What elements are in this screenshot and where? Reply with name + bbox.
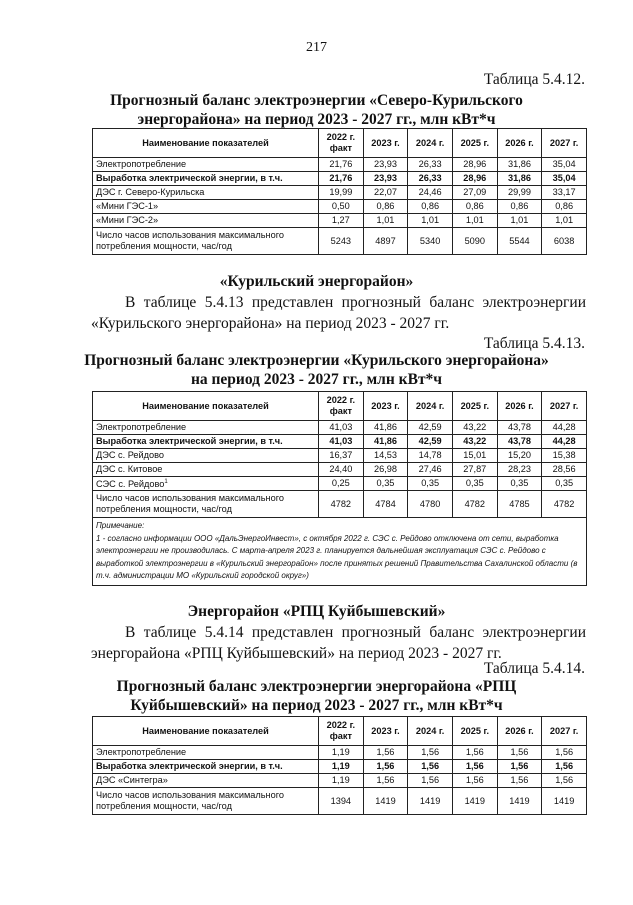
cell: 4780 — [408, 491, 453, 518]
column-header: 2025 г. — [452, 717, 497, 746]
column-header: 2025 г. — [452, 129, 497, 158]
cell: 26,33 — [408, 158, 453, 172]
row-label: Выработка электрической энергии, в т.ч. — [93, 172, 319, 186]
cell: 0,50 — [319, 200, 364, 214]
table2-caption: Таблица 5.4.13. — [483, 335, 585, 352]
row-label: ДЭС с. Китовое — [93, 463, 319, 477]
cell: 1419 — [497, 788, 542, 815]
table-row — [93, 228, 587, 255]
cell: 1,56 — [542, 774, 587, 788]
cell: 5243 — [319, 228, 364, 255]
section-heading: «Курильский энергорайон» — [219, 273, 414, 290]
cell: 1419 — [408, 788, 453, 815]
cell: 5544 — [497, 228, 542, 255]
cell: 29,99 — [497, 186, 542, 200]
column-header: 2025 г. — [452, 392, 497, 421]
cell: 1,56 — [452, 760, 497, 774]
table2 — [92, 391, 587, 586]
table-row — [93, 200, 587, 214]
cell: 1,01 — [542, 214, 587, 228]
table-row — [93, 760, 587, 774]
cell: 21,76 — [319, 172, 364, 186]
table-row — [93, 158, 587, 172]
cell: 15,01 — [452, 449, 497, 463]
table-row — [93, 774, 587, 788]
cell: 26,98 — [363, 463, 408, 477]
cell: 0,35 — [452, 477, 497, 491]
cell: 1,01 — [408, 214, 453, 228]
table-note-row — [93, 518, 587, 586]
table-row — [93, 463, 587, 477]
cell: 1,56 — [363, 746, 408, 760]
row-label: ДЭС г. Северо-Курильска — [93, 186, 319, 200]
row-label: Выработка электрической энергии, в т.ч. — [93, 435, 319, 449]
column-header: 2026 г. — [497, 392, 542, 421]
column-header: 2026 г. — [497, 129, 542, 158]
cell: 0,86 — [452, 200, 497, 214]
cell: 41,86 — [363, 421, 408, 435]
cell: 4784 — [363, 491, 408, 518]
column-header: 2027 г. — [542, 129, 587, 158]
column-header: 2023 г. — [363, 392, 408, 421]
table-row — [93, 788, 587, 815]
cell: 28,96 — [452, 172, 497, 186]
cell: 1,56 — [497, 774, 542, 788]
cell: 0,35 — [363, 477, 408, 491]
cell: 1,56 — [452, 774, 497, 788]
cell: 33,17 — [542, 186, 587, 200]
column-header: Наименование показателей — [93, 392, 319, 421]
cell: 19,99 — [319, 186, 364, 200]
cell: 28,96 — [452, 158, 497, 172]
cell: 1,01 — [497, 214, 542, 228]
cell: 23,93 — [363, 158, 408, 172]
cell: 0,35 — [542, 477, 587, 491]
row-label: ДЭС с. Рейдово — [93, 449, 319, 463]
column-header: 2023 г. — [363, 717, 408, 746]
row-label: Число часов использования максимального потребления мощности, час/год — [93, 788, 319, 815]
cell: 4897 — [363, 228, 408, 255]
cell: 24,40 — [319, 463, 364, 477]
row-label: Число часов использования максимального потребления мощности, час/год — [93, 491, 319, 518]
cell: 35,04 — [542, 172, 587, 186]
cell: 4782 — [452, 491, 497, 518]
cell: 41,03 — [319, 435, 364, 449]
cell: 28,23 — [497, 463, 542, 477]
cell: 4785 — [497, 491, 542, 518]
cell: 1,27 — [319, 214, 364, 228]
column-header: Наименование показателей — [93, 717, 319, 746]
column-header: 2026 г. — [497, 717, 542, 746]
cell: 27,87 — [452, 463, 497, 477]
cell: 1419 — [452, 788, 497, 815]
table3 — [92, 716, 587, 815]
cell: 14,78 — [408, 449, 453, 463]
cell: 43,22 — [452, 421, 497, 435]
row-label: Электропотребление — [93, 746, 319, 760]
cell: 1,56 — [497, 760, 542, 774]
table-row — [93, 491, 587, 518]
row-label: Выработка электрической энергии, в т.ч. — [93, 760, 319, 774]
cell: 23,93 — [363, 172, 408, 186]
table1-title: Прогнозный баланс электроэнергии «Северо-Курильского энергорайона» на период 2023 - 2027 гг., млн кВт*ч — [110, 92, 523, 128]
table1 — [92, 128, 587, 255]
cell: 1,01 — [452, 214, 497, 228]
table-row — [93, 186, 587, 200]
column-header: 2027 г. — [542, 392, 587, 421]
footnote-marker: 1 — [164, 479, 168, 485]
table-row — [93, 477, 587, 491]
row-label: Электропотребление — [93, 158, 319, 172]
cell: 1,01 — [363, 214, 408, 228]
paragraph: В таблице 5.4.13 представлен прогнозный баланс электроэнергии «Курильского энергорайона» на период 2023 - 2027 гг. — [91, 294, 586, 332]
row-label: Число часов использования максимального потребления мощности, час/год — [93, 228, 319, 255]
paragraph: В таблице 5.4.14 представлен прогнозный баланс электроэнергии энергорайона «РПЦ Куйбышевский» на период 2023 - 2027 гг. — [91, 624, 586, 662]
cell: 1,56 — [452, 746, 497, 760]
table-row — [93, 449, 587, 463]
table-row — [93, 421, 587, 435]
cell: 1,56 — [363, 760, 408, 774]
column-header: 2027 г. — [542, 717, 587, 746]
cell: 16,37 — [319, 449, 364, 463]
column-header: 2024 г. — [408, 392, 453, 421]
note-title: Примечание: — [96, 521, 145, 531]
column-header: 2024 г. — [408, 129, 453, 158]
cell: 1419 — [542, 788, 587, 815]
cell: 1,19 — [319, 746, 364, 760]
cell: 1,19 — [319, 760, 364, 774]
page-number: 217 — [306, 40, 327, 55]
cell: 1394 — [319, 788, 364, 815]
cell: 43,78 — [497, 435, 542, 449]
cell: 28,56 — [542, 463, 587, 477]
row-label: ДЭС «Синтегра» — [93, 774, 319, 788]
cell: 41,03 — [319, 421, 364, 435]
cell: 1,56 — [408, 746, 453, 760]
cell: 0,86 — [408, 200, 453, 214]
cell: 1419 — [363, 788, 408, 815]
cell: 0,35 — [497, 477, 542, 491]
cell: 42,59 — [408, 421, 453, 435]
cell: 6038 — [542, 228, 587, 255]
column-header: Наименование показателей — [93, 129, 319, 158]
cell: 21,76 — [319, 158, 364, 172]
cell: 0,86 — [363, 200, 408, 214]
cell: 4782 — [319, 491, 364, 518]
cell: 0,25 — [319, 477, 364, 491]
table3-title: Прогнозный баланс электроэнергии энергорайона «РПЦ Куйбышевский» на период 2023 - 2027 гг., млн кВт*ч — [116, 678, 517, 714]
column-header: 2022 г. факт — [319, 717, 364, 746]
cell: 1,56 — [408, 760, 453, 774]
cell: 44,28 — [542, 435, 587, 449]
table1-caption: Таблица 5.4.12. — [483, 71, 585, 88]
cell: 22,07 — [363, 186, 408, 200]
table-header-row — [93, 717, 587, 746]
row-label: «Мини ГЭС-1» — [93, 200, 319, 214]
table-row — [93, 214, 587, 228]
column-header: 2022 г. факт — [319, 392, 364, 421]
cell: 26,33 — [408, 172, 453, 186]
cell: 1,56 — [542, 760, 587, 774]
row-label: «Мини ГЭС-2» — [93, 214, 319, 228]
cell: 15,20 — [497, 449, 542, 463]
row-label: Электропотребление — [93, 421, 319, 435]
cell: 41,86 — [363, 435, 408, 449]
cell: 27,09 — [452, 186, 497, 200]
cell: 4782 — [542, 491, 587, 518]
table-header-row — [93, 392, 587, 421]
table2-title: Прогнозный баланс электроэнергии «Курильского энергорайона» на период 2023 - 2027 гг., млн кВт*ч — [84, 352, 549, 388]
table-row — [93, 746, 587, 760]
cell: 0,86 — [497, 200, 542, 214]
cell: 31,86 — [497, 158, 542, 172]
table3-caption: Таблица 5.4.14. — [483, 660, 585, 677]
cell: 1,56 — [408, 774, 453, 788]
cell: 24,46 — [408, 186, 453, 200]
table-row — [93, 172, 587, 186]
cell: 43,78 — [497, 421, 542, 435]
cell: 5340 — [408, 228, 453, 255]
cell: 42,59 — [408, 435, 453, 449]
cell: 1,19 — [319, 774, 364, 788]
cell: 1,56 — [497, 746, 542, 760]
table-row — [93, 435, 587, 449]
cell: 44,28 — [542, 421, 587, 435]
table-header-row — [93, 129, 587, 158]
row-label: СЭС с. Рейдово$^1$ — [93, 477, 319, 491]
column-header: 2022 г. факт — [319, 129, 364, 158]
table-note — [93, 518, 587, 586]
cell: 27,46 — [408, 463, 453, 477]
cell: 14,53 — [363, 449, 408, 463]
cell: 35,04 — [542, 158, 587, 172]
cell: 1,56 — [542, 746, 587, 760]
cell: 15,38 — [542, 449, 587, 463]
section-heading: Энергорайон «РПЦ Куйбышевский» — [187, 603, 446, 620]
cell: 31,86 — [497, 172, 542, 186]
cell: 0,86 — [542, 200, 587, 214]
cell: 0,35 — [408, 477, 453, 491]
note-text: 1 - согласно информации ООО «ДальЭнергоИнвест», с октября 2022 г. СЭС с. Рейдово отключена от сети, выработка электроэнергии не производилась. С марта-апреля 2023 г. планируется дальнейшая эксплуатация СЭС с. Рейдово с выработкой электроэнергии в «Курильский энергорайон» после принятых решений Правительства Сахалинской области (в т.ч. администрации МО «Курильский городской округ») — [96, 533, 578, 581]
cell: 1,56 — [363, 774, 408, 788]
cell: 43,22 — [452, 435, 497, 449]
column-header: 2023 г. — [363, 129, 408, 158]
cell: 5090 — [452, 228, 497, 255]
column-header: 2024 г. — [408, 717, 453, 746]
